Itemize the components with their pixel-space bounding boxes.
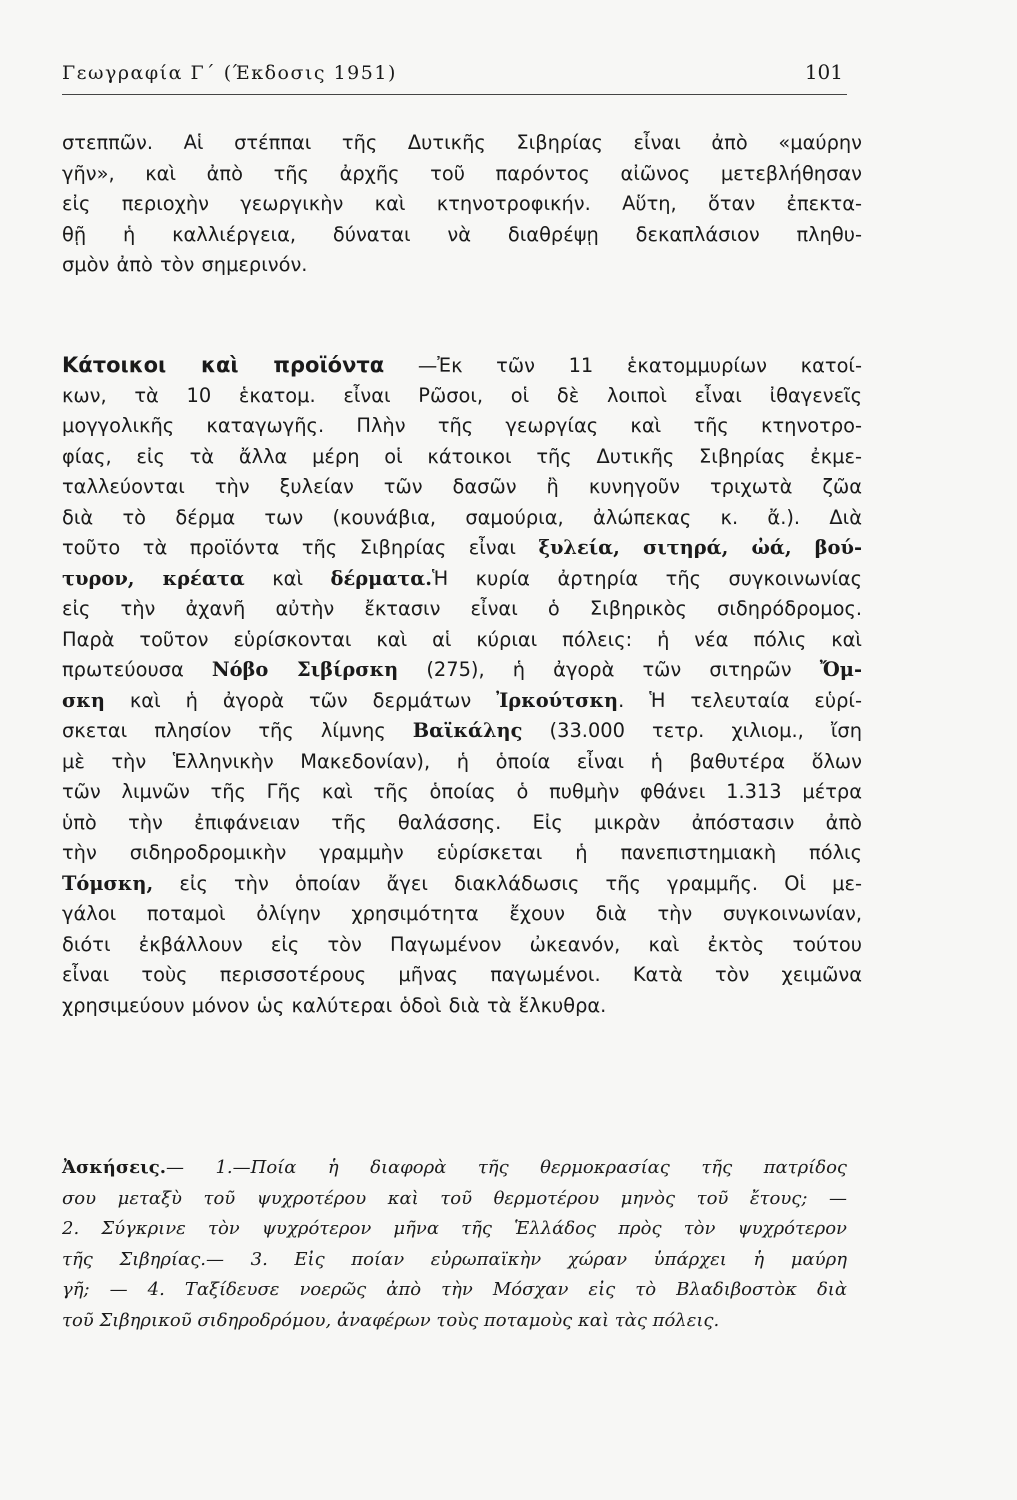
text-line: ταλλεύονται τὴν ξυλείαν τῶν δασῶν ἢ κυνηγοῦν τριχωτὰ ζῶα [62, 475, 862, 498]
text-line: σκη καὶ ἡ ἀγορὰ τῶν δερμάτων Ἰρκούτσκη. Ἡ τελευταία εὑρί- [62, 688, 862, 712]
emphasis-products: ξυλεία, σιτηρά, ὠά, βού- [538, 536, 862, 559]
exercise-line: γῆ; — 4. Ταξίδευσε νοερῶς ἀπὸ τὴν Μόσχαν εἰς τὸ Βλαδιβοστὸκ διὰ [62, 1279, 847, 1300]
text-line: πρωτεύουσα Νόβο Σιβίρσκη (275), ἡ ἀγορὰ τῶν σιτηρῶν Ὄμ- [62, 658, 862, 681]
paragraph-steppes [62, 128, 862, 281]
exercise-line: Ἀσκήσεις.— 1.—Ποία ἡ διαφορὰ τῆς θερμοκρασίας τῆς πατρίδος [62, 1157, 847, 1178]
city-name: σκη [62, 688, 105, 712]
text-line: ὑπὸ τὴν ἐπιφάνειαν τῆς θαλάσσης. Εἰς μικρὰν ἀπόστασιν ἀπὸ [62, 810, 862, 834]
text-line: σκεται πλησίον τῆς λίμνης Βαϊκάλης (33.000 τετρ. χιλιομ., ἴση [62, 719, 863, 742]
text-line: στεππῶν. Αἱ στέππαι τῆς Δυτικῆς Σιβηρίας εἶναι ἀπὸ «μαύρην [62, 131, 862, 154]
text-line: τυρον, κρέατα καὶ δέρματα.Ἡ κυρία ἀρτηρία τῆς συγκοινωνίας [62, 566, 862, 590]
exercises-label: Ἀσκήσεις. [62, 1157, 166, 1178]
lake-name: Βαϊκάλης [412, 719, 523, 742]
page-number: 101 [804, 60, 843, 84]
section-heading: Κάτοικοι καὶ προϊόντα [62, 353, 385, 377]
text-line: τοῦτο τὰ προϊόντα τῆς Σιβηρίας εἶναι ξυλεία, σιτηρά, ὠά, βού- [62, 536, 862, 559]
exercise-line: σου μεταξὺ τοῦ ψυχροτέρου καὶ τοῦ θερμοτέρου μηνὸς τοῦ ἔτους; — [62, 1187, 847, 1209]
city-name: Νόβο Σιβίρσκη [211, 658, 399, 681]
text-line: κων, τὰ 10 ἑκατομ. εἶναι Ρῶσοι, οἱ δὲ λοιποὶ εἶναι ἰθαγενεῖς [62, 383, 862, 407]
emphasis-products: δέρματα. [330, 566, 432, 590]
text-line: τὴν σιδηροδρομικὴν γραμμὴν εὑρίσκεται ἡ πανεπιστημιακὴ πόλις [62, 841, 862, 864]
text-line: γῆν», καὶ ἀπὸ τῆς ἀρχῆς τοῦ παρόντος αἰῶνος μετεβλήθησαν [62, 161, 862, 185]
text-line: μογγολικῆς καταγωγῆς. Πλὴν τῆς γεωργίας καὶ τῆς κτηνοτρο- [62, 414, 862, 437]
text-line: Τόμσκη, εἰς τὴν ὁποίαν ἄγει διακλάδωσις τῆς γραμμῆς. Οἱ με- [62, 871, 862, 895]
text-line: Παρὰ τοῦτον εὑρίσκονται καὶ αἱ κύριαι πόλεις: ἡ νέα πόλις καὶ [62, 627, 862, 651]
text-line: εἶναι τοὺς περισσοτέρους μῆνας παγωμένοι. Κατὰ τὸν χειμῶνα [62, 963, 862, 986]
text-line: μὲ τὴν Ἑλληνικὴν Μακεδονίαν), ἡ ὁποία εἶναι ἡ βαθυτέρα ὅλων [62, 749, 862, 773]
text-line: σμὸν ἀπὸ τὸν σημερινόν. [62, 253, 308, 276]
city-name: Ἰρκούτσκη [496, 688, 619, 712]
text-line: θῇ ἡ καλλιέργεια, δύναται νὰ διαθρέψῃ δεκαπλάσιον πληθυ- [62, 222, 862, 246]
text-line: φίας, εἰς τὰ ἄλλα μέρη οἱ κάτοικοι τῆς Δυτικῆς Σιβηρίας ἐκμε- [62, 444, 862, 468]
text-line: εἰς περιοχὴν γεωργικὴν καὶ κτηνοτροφικήν. Αὕτη, ὅταν ἐπεκτα- [62, 192, 862, 215]
exercises-section [62, 1153, 847, 1336]
text-line: τῶν λιμνῶν τῆς Γῆς καὶ τῆς ὁποίας ὁ πυθμὴν φθάνει 1.313 μέτρα [62, 780, 862, 803]
exercise-line: τῆς Σιβηρίας.— 3. Εἰς ποίαν εὐρωπαϊκὴν χώραν ὑπάρχει ἡ μαύρη [62, 1248, 847, 1270]
exercise-line: τοῦ Σιβηρικοῦ σιδηροδρόμου, ἀναφέρων τοὺς ποταμοὺς καὶ τὰς πόλεις. [62, 1309, 720, 1331]
text-line: Κάτοικοι καὶ προϊόντα —Ἐκ τῶν 11 ἑκατομμυρίων κατοί- [62, 353, 862, 377]
emphasis-products: τυρον, κρέατα [62, 566, 245, 590]
exercise-line: 2. Σύγκρινε τὸν ψυχρότερον μῆνα τῆς Ἑλλάδος πρὸς τὸν ψυχρότερον [62, 1218, 847, 1239]
text-line: γάλοι ποταμοὶ ὀλίγην χρησιμότητα ἔχουν διὰ τὴν συγκοινωνίαν, [62, 902, 862, 925]
city-name: Ὄμ- [819, 658, 862, 681]
text-line: διὰ τὸ δέρμα των (κουνάβια, σαμούρια, ἀλώπεκας κ. ἄ.). Διὰ [62, 505, 862, 529]
text-line: εἰς τὴν ἀχανῆ αὐτὴν ἔκτασιν εἶναι ὁ Σιβηρικὸς σιδηρόδρομος. [62, 597, 862, 620]
page-header [62, 56, 847, 95]
running-title: Γεωγραφία Γ΄ (Έκδοσις 1951) [62, 62, 397, 84]
city-name: Τόμσκη, [62, 871, 154, 895]
paragraph-inhabitants-products [62, 350, 862, 1021]
text-line: χρησιμεύουν μόνον ὡς καλύτεραι ὁδοὶ διὰ τὰ ἕλκυθρα. [62, 993, 607, 1017]
text-line: διότι ἐκβάλλουν εἰς τὸν Παγωμένον ὠκεανόν, καὶ ἐκτὸς τούτου [62, 932, 862, 956]
